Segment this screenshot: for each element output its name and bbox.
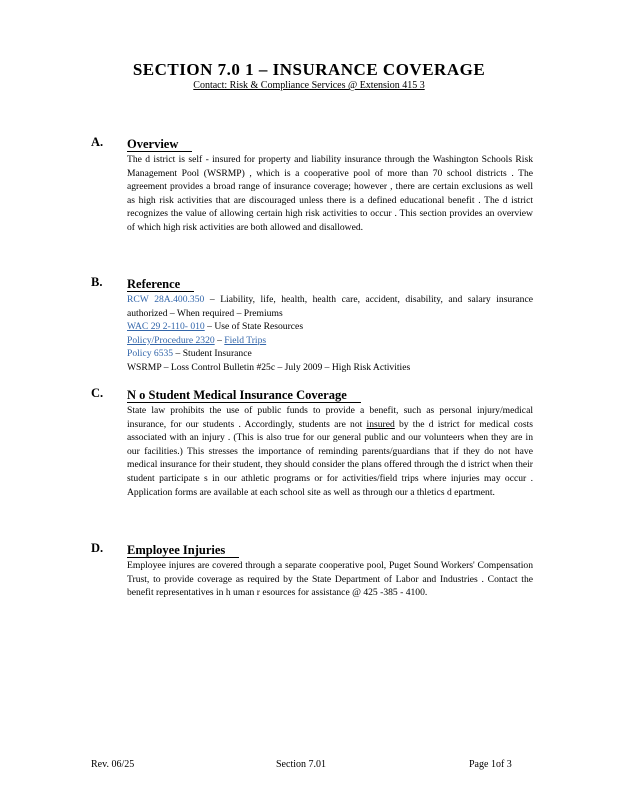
footer-page-number: Page 1of 3 [469, 759, 512, 770]
policy-procedure-separator: – [214, 334, 225, 346]
section-letter: A. [91, 135, 104, 149]
policy-procedure-link[interactable]: Policy/Procedure 2320 [127, 334, 215, 346]
policy-description: – Student Insurance [173, 348, 252, 360]
wac-reference [127, 320, 533, 334]
policy-procedure-reference [127, 334, 533, 348]
section-letter: C. [91, 386, 104, 400]
section-body: Employee injures are covered through a separate cooperative pool, Puget Sound Workers' Compensation Trust, to provide coverage as required by the State Department of Labor and Industries . Contact the benefit representatives in h uman r esources for assistance @ 425 -385 - 4100. [127, 560, 533, 599]
section-heading: Overview [127, 137, 192, 152]
contact-line: Contact: Risk & Compliance Services @ Extension 415 3 [193, 80, 425, 91]
wac-description: – Use of State Resources [204, 321, 304, 333]
rcw-reference [127, 293, 533, 320]
wsrmp-reference: WSRMP – Loss Control Bulletin #25c – July 2009 – High Risk Activities [127, 361, 411, 373]
section-body: The d istrict is self - insured for property and liability insurance through the Washington Schools Risk Management Pool (WSRMP) , which is a cooperative pool of more than 70 school districts . The agreement provides a broad range of insurance coverage; however , there are certain exclusions as well as high risk activities that are discouraged unless there is a defined educational benefit . The d istrict recognizes the value of allowing certain high risk activities to occur . This section provides an overview of which high risk activities are both allowed and disallowed. [127, 154, 533, 233]
section-letter: B. [91, 275, 103, 289]
footer-revision: Rev. 06/25 [91, 759, 135, 770]
insured-underlined: insured [366, 418, 395, 430]
rcw-description: – Liability, life, health, health care, accident, disability, and salary insurance authorized – When required – Premiums [127, 294, 534, 319]
section-heading: Employee Injuries [127, 543, 239, 558]
page-title: SECTION 7.0 1 – INSURANCE COVERAGE [132, 60, 486, 79]
policy-reference [127, 347, 533, 361]
section-letter: D. [91, 541, 104, 555]
footer-section: Section 7.01 [276, 759, 326, 770]
body-text-after: by the d istrict for medical costs associated with an injury . (This is also true for our general public and our volunteers when they are in our facilities.) This stresses the importance of reminding parents/guardians that if they do not have medical insurance for their student, they should consider the plans offered through the d istrict when their student participate s in our athletic programs or for activities/field trips where injuries may occur . Application forms are available at each school site as well as through our a thletics d epartment. [127, 418, 533, 498]
field-trips-link[interactable]: Field Trips [224, 334, 267, 346]
policy-link[interactable]: Policy 6535 [127, 348, 174, 360]
section-body [127, 404, 533, 499]
wac-link[interactable]: WAC 29 2-110- 010 [127, 321, 205, 333]
section-heading: Reference [127, 277, 194, 292]
body-text-before: State law prohibits the use of public funds to provide a benefit, such as personal injury/medical insurance, for our students . Accordingly, students are not [127, 405, 533, 430]
section-heading: N o Student Medical Insurance Coverage [127, 388, 361, 403]
rcw-link[interactable]: RCW 28A.400.350 [127, 294, 205, 305]
